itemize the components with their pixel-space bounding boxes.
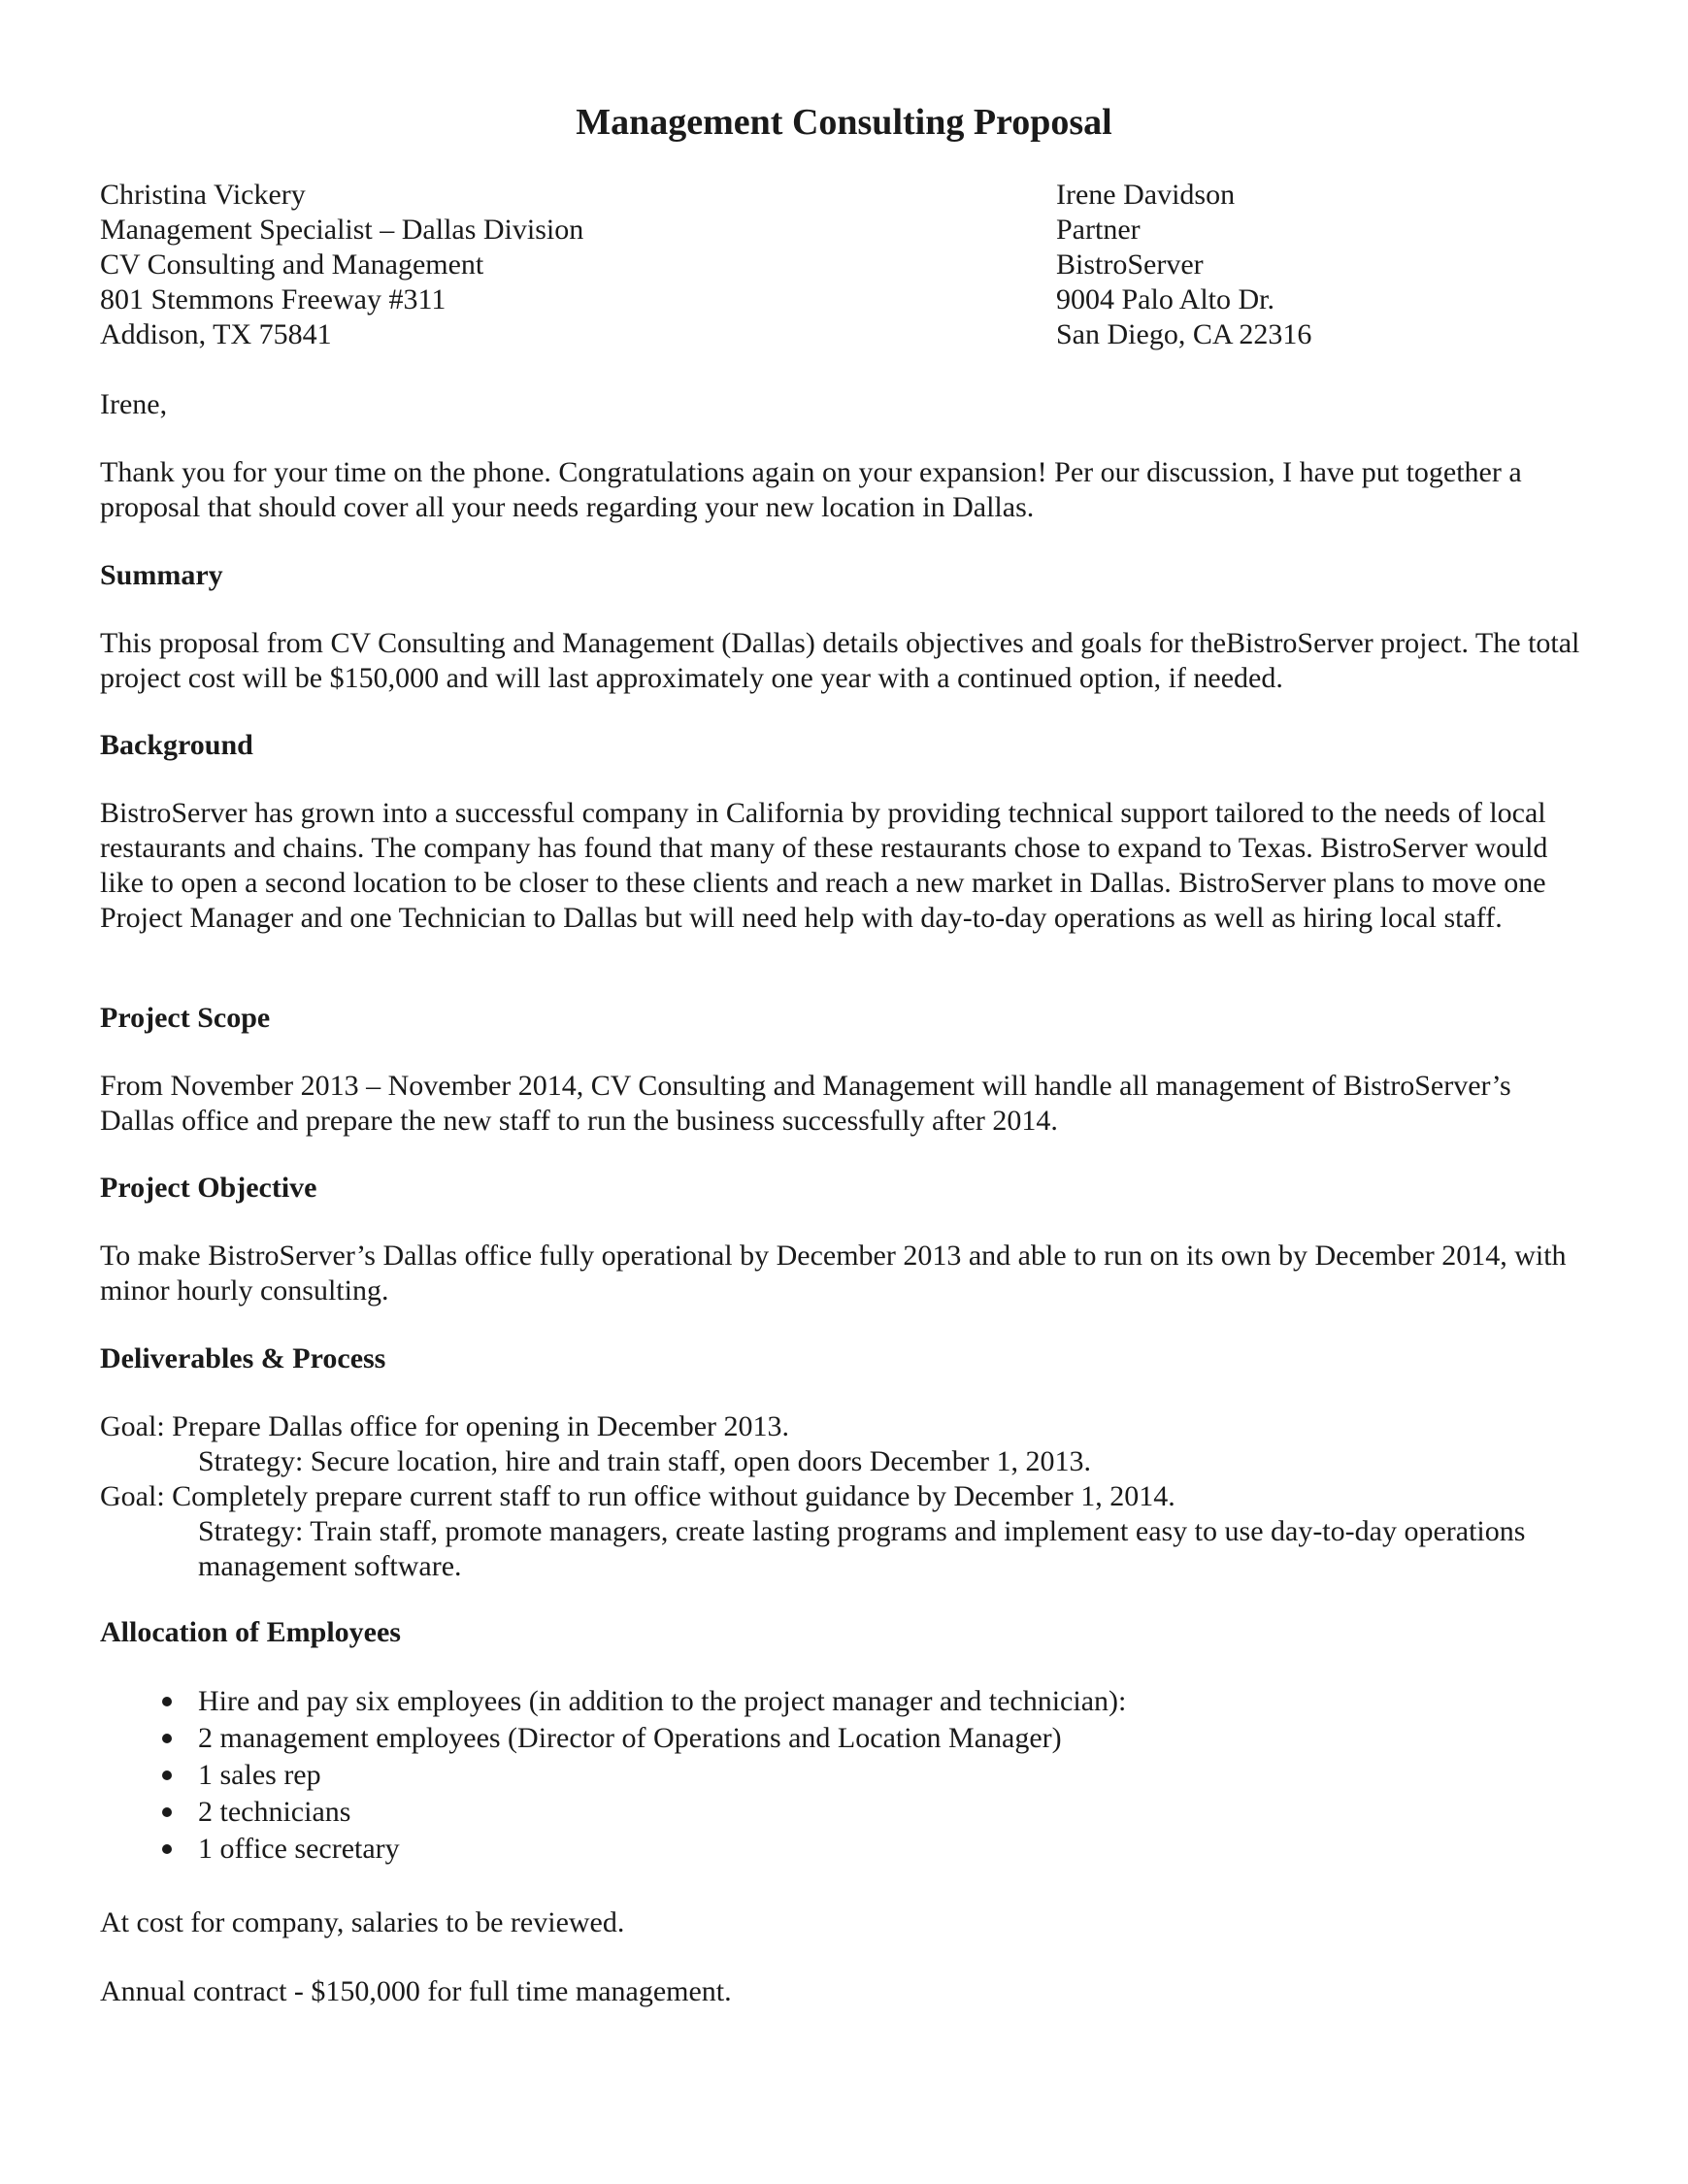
goal-1: Goal: Prepare Dallas office for opening in December 2013. [100, 1410, 790, 1442]
list-item: 1 office secretary [100, 1831, 1126, 1868]
sender-address-block [100, 178, 583, 352]
strategy-2: Strategy: Train staff, promote managers, create lasting programs and implement easy to use day-to-day operations management software. [198, 1515, 1526, 1582]
bullet-icon [162, 1770, 172, 1780]
recipient-company: BistroServer [1056, 248, 1204, 281]
background-heading: Background [100, 729, 253, 761]
salutation: Irene, [100, 388, 168, 420]
bullet-icon [162, 1807, 172, 1817]
project-objective-paragraph: To make BistroServer’s Dallas office fully operational by December 2013 and able to run on its own by December 2014, with minor hourly consulting. [100, 1240, 1567, 1307]
sender-role: Management Specialist – Dallas Division [100, 214, 584, 246]
bullet-icon [162, 1697, 172, 1706]
list-item: 2 management employees (Director of Operations and Location Manager) [100, 1720, 1126, 1757]
project-scope-paragraph: From November 2013 – November 2014, CV Consulting and Management will handle all management of BistroServer’s Dallas office and prepare the new staff to run the business successfully after 2014. [100, 1070, 1511, 1137]
bullet-icon [162, 1844, 172, 1854]
allocation-list [100, 1683, 1126, 1868]
goal-2: Goal: Completely prepare current staff to run office without guidance by December 1, 2014. [100, 1480, 1175, 1512]
list-item: 2 technicians [100, 1794, 1126, 1831]
sender-name: Christina Vickery [100, 179, 306, 211]
sender-company: CV Consulting and Management [100, 248, 484, 281]
recipient-address-block [1056, 178, 1311, 352]
deliverables-heading: Deliverables & Process [100, 1342, 386, 1374]
background-paragraph: BistroServer has grown into a successful company in California by providing technical support tailored to the needs of local restaurants and chains. The company has found that many of these restaurants chose to expand to Texas. BistroServer would like to open a second location to be closer to these clients and reach a new market in Dallas. BistroServer plans to move one Project Manager and one Technician to Dallas but will need help with day-to-day operations as well as hiring local staff. [100, 797, 1548, 934]
recipient-city: San Diego, CA 22316 [1056, 318, 1312, 350]
intro-paragraph: Thank you for your time on the phone. Congratulations again on your expansion! Per our discussion, I have put together a proposal that should cover all your needs regarding your new location in Dallas. [100, 456, 1522, 523]
strategy-1: Strategy: Secure location, hire and train staff, open doors December 1, 2013. [198, 1445, 1091, 1477]
sender-city: Addison, TX 75841 [100, 318, 332, 350]
cost-note: At cost for company, salaries to be reviewed. [100, 1906, 625, 1938]
list-item: Hire and pay six employees (in addition to the project manager and technician): [100, 1683, 1126, 1720]
recipient-name: Irene Davidson [1056, 179, 1236, 211]
sender-street: 801 Stemmons Freeway #311 [100, 283, 447, 315]
document-title: Management Consulting Proposal [576, 102, 1112, 143]
list-item: 1 sales rep [100, 1757, 1126, 1794]
contract-note: Annual contract - $150,000 for full time management. [100, 1975, 732, 2007]
summary-heading: Summary [100, 559, 223, 591]
recipient-role: Partner [1056, 214, 1141, 246]
summary-paragraph: This proposal from CV Consulting and Management (Dallas) details objectives and goals for theBistroServer project. The total project cost will be $150,000 and will last approximately one year with a continued option, if needed. [100, 627, 1580, 694]
bullet-icon [162, 1734, 172, 1743]
allocation-heading: Allocation of Employees [100, 1616, 401, 1648]
project-objective-heading: Project Objective [100, 1172, 317, 1204]
recipient-street: 9004 Palo Alto Dr. [1056, 283, 1275, 315]
project-scope-heading: Project Scope [100, 1002, 271, 1034]
